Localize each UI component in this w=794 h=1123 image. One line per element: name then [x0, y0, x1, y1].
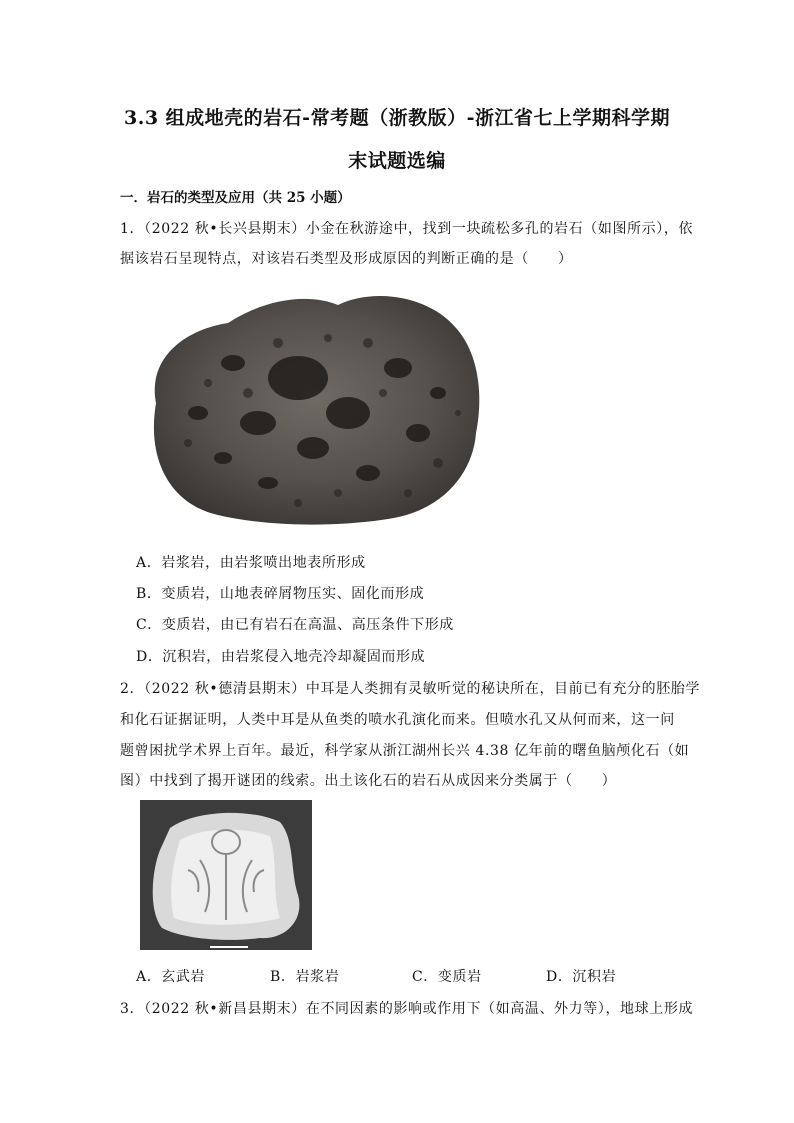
question-2-line-3: 题曾困扰学术界上百年。最近，科学家从浙江湖州长兴 4.38 亿年前的曙鱼脑颅化石（如	[120, 743, 690, 759]
question-1-option-a: A．岩浆岩，由岩浆喷出地表所形成	[136, 555, 366, 571]
question-2-option-a: A．玄武岩	[136, 969, 206, 985]
document-title-line-1: 3.3 组成地壳的岩石-常考题（浙教版）-浙江省七上学期科学期	[124, 107, 670, 129]
document-title-line-2: 末试题选编	[348, 150, 446, 172]
question-2-option-c: C．变质岩	[412, 969, 482, 985]
question-1-line-1: 1．（2022 秋•长兴县期末）小金在秋游途中，找到一块疏松多孔的岩石（如图所示），依	[120, 221, 694, 237]
question-2-option-b: B．岩浆岩	[270, 969, 340, 985]
question-2-line-1: 2．（2022 秋•德清县期末）中耳是人类拥有灵敏听觉的秘诀所在，目前已有充分的胚胎学	[120, 681, 701, 697]
question-3-line-1: 3．（2022 秋•新昌县期末）在不同因素的影响或作用下（如高温、外力等），地球上形成	[120, 1001, 694, 1017]
question-2-option-d: D．沉积岩	[546, 969, 617, 985]
question-1-line-2: 据该岩石呈现特点，对该岩石类型及形成原因的判断正确的是（ ）	[120, 251, 573, 267]
question-1-option-d: D．沉积岩，由岩浆侵入地壳冷却凝固而形成	[136, 649, 426, 665]
question-1-option-b: B．变质岩，山地表碎屑物压实、固化而形成	[136, 586, 425, 602]
porous-rock-image	[138, 283, 483, 528]
question-1-option-c: C．变质岩，由已有岩石在高温、高压条件下形成	[136, 617, 454, 633]
fossil-skull-image	[140, 800, 312, 950]
question-2-line-2: 和化石证据证明，人类中耳是从鱼类的喷水孔演化而来。但喷水孔又从何而来，这一问	[120, 712, 675, 728]
question-2-line-4: 图）中找到了揭开谜团的线索。出土该化石的岩石从成因来分类属于（ ）	[120, 773, 617, 789]
section-heading: 一．岩石的类型及应用（共 25 小题）	[120, 190, 351, 206]
